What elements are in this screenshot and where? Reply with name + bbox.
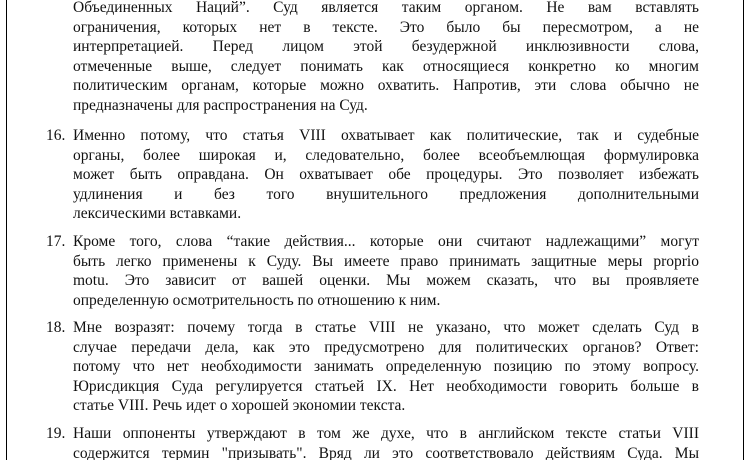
text-line: содержится термин "призывать". Вряд ли это соответствовало действиям Суда. Мы <box>73 444 699 460</box>
text-line: Наши оппоненты утверждают в том же духе, что в английском тексте статьи VIII <box>73 425 699 442</box>
page-border-right <box>743 0 744 460</box>
text-line: политическим органам, которые можно охватить. Напротив, эти слова обычно не <box>73 77 699 94</box>
text-line: отмеченные выше, следует понимать как относящиеся конкретно ко многим <box>73 57 699 75</box>
text-line: Кроме того, слова “такие действия... которые они считают надлежащими” могут <box>73 233 699 250</box>
text-line: потому что нет необходимости занимать определенную позицию по этому вопросу. <box>73 358 699 375</box>
text-line: органы, более широкая и, следовательно, более всеобъемлющая формулировка <box>73 146 699 164</box>
text-line: лексическими вставками. <box>73 205 242 222</box>
text-line: предназначены для распространения на Суд. <box>73 96 368 114</box>
text-line: удлинения и без того внушительного предложения дополнительными <box>73 185 699 203</box>
paragraph-19 <box>46 424 699 460</box>
paragraph-number: 18. <box>46 319 66 336</box>
page-border-left <box>6 0 7 460</box>
paragraph-number: 16. <box>46 127 66 144</box>
text-line: Юрисдикция Суда регулируется статьей IX. Нет необходимости говорить больше в <box>73 377 699 395</box>
text-line: motu. Это зависит от вашей оценки. Мы можем сказать, что вы проявляете <box>73 272 699 289</box>
text-line: Объединенных Наций”. Суд является таким органом. Не вам вставлять <box>73 0 699 16</box>
paragraph-18 <box>46 318 699 416</box>
text-line: статье VIII. Речь идет о хорошей экономии текста. <box>73 397 406 414</box>
text-line: Мне возразят: почему тогда в статье VIII не указано, что может сделать Суд в <box>73 319 699 336</box>
text-line: Именно потому, что статья VIII охватывает как политические, так и судебные <box>73 127 699 144</box>
text-line: быть легко применены к Суду. Вы имеете право принимать защитные меры proprio <box>73 252 699 270</box>
text-line: интерпретацией. Перед лицом этой безудержной инклюзивности слова, <box>73 38 699 55</box>
paragraph-17 <box>46 232 699 310</box>
text-line: определенную осмотрительность по отношению к ним. <box>73 291 441 309</box>
paragraph-number: 19. <box>46 425 66 442</box>
paragraph-16 <box>46 126 699 224</box>
text-line: ограничения, которых нет в тексте. Это было бы пересмотром, а не <box>73 18 699 36</box>
text-line: случае передачи дела, как это предусмотрено для политических органов? Ответ: <box>73 338 699 356</box>
paragraph-number: 17. <box>46 233 66 250</box>
text-line: может быть оправдана. Он охватывает обе процедуры. Это позволяет избежать <box>73 166 699 183</box>
continued-paragraph <box>73 0 699 115</box>
